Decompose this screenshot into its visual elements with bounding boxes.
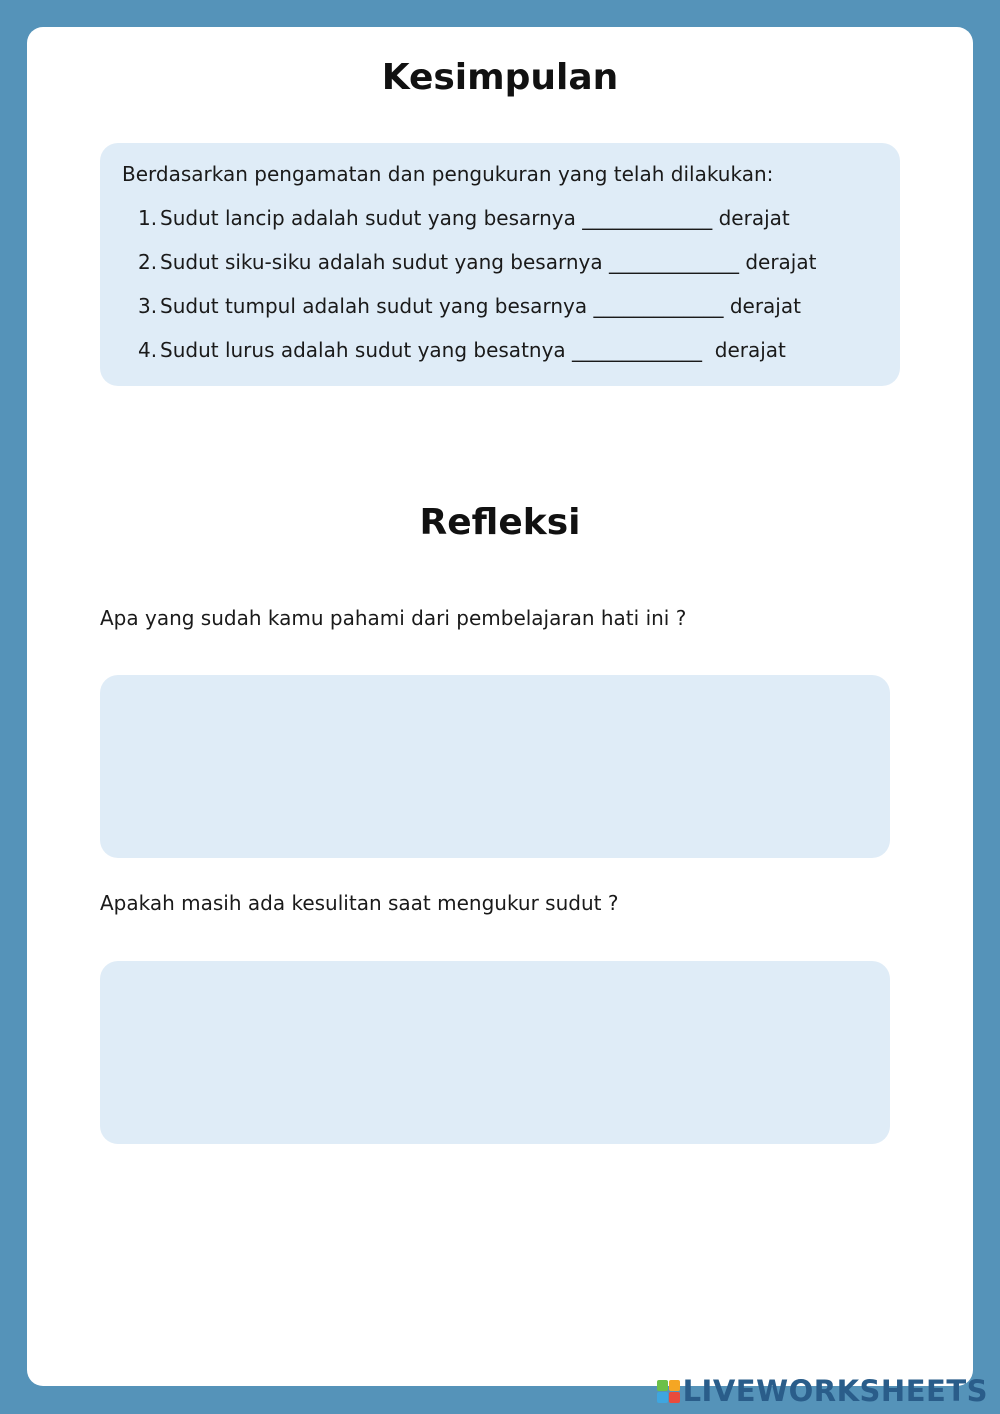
answer-blank-4[interactable]: _____________ [565,338,715,362]
item-number: 4. [138,338,158,362]
item-unit: derajat [714,338,786,362]
conclusion-item-3 [122,291,878,321]
logo-text: LIVEWORKSHEETS [682,1374,988,1408]
logo-mark-icon [657,1380,680,1403]
conclusion-item-4 [122,335,878,365]
reflection-question-1: Apa yang sudah kamu pahami dari pembelajaran hati ini ? [100,606,687,630]
item-text: Sudut lancip adalah sudut yang besarnya [160,206,576,230]
conclusion-item-1 [122,203,878,233]
answer-blank-3[interactable]: _____________ [587,294,730,318]
reflection-answer-1[interactable] [100,675,890,858]
item-number: 2. [138,250,158,274]
worksheet-page [27,27,973,1386]
conclusion-item-2 [122,247,878,277]
reflection-title: Refleksi [419,502,581,543]
conclusion-title: Kesimpulan [381,57,619,98]
conclusion-box [100,143,900,386]
item-text: Sudut tumpul adalah sudut yang besarnya [160,294,588,318]
conclusion-list [122,203,878,365]
answer-blank-1[interactable]: _____________ [575,206,719,230]
item-number: 1. [138,206,158,230]
liveworksheets-logo [657,1374,988,1408]
reflection-answer-2[interactable] [100,961,890,1144]
item-text: Sudut lurus adalah sudut yang besatnya [160,338,566,362]
item-number: 3. [138,294,158,318]
conclusion-intro: Berdasarkan pengamatan dan pengukuran yang telah dilakukan: [122,162,774,186]
item-unit: derajat [729,294,801,318]
item-text: Sudut siku-siku adalah sudut yang besarnya [160,250,603,274]
item-unit: derajat [718,206,790,230]
reflection-question-2: Apakah masih ada kesulitan saat mengukur sudut ? [100,891,619,915]
item-unit: derajat [745,250,817,274]
answer-blank-2[interactable]: _____________ [602,250,746,274]
